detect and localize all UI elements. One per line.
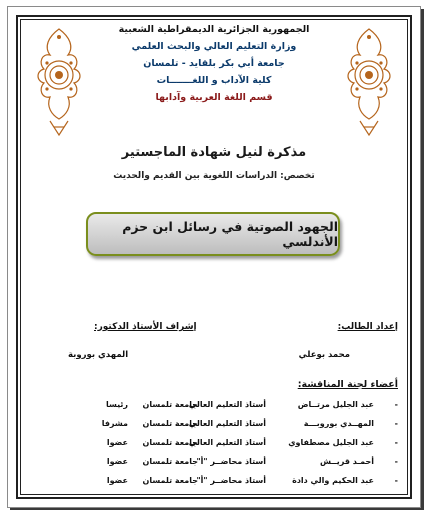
member-university: جامعة تلمسان	[142, 419, 198, 428]
memoir-title: مذكرة لنيل شهادة الماجستير	[121, 145, 307, 160]
member-university: جامعة تلمسان	[142, 457, 198, 466]
committee-row	[68, 454, 398, 473]
thesis-title-box	[86, 212, 340, 256]
list-dash: -	[394, 457, 398, 466]
list-dash: -	[394, 476, 398, 485]
member-rank: أستاذ التعليم العالي	[188, 419, 266, 428]
committee-row	[68, 416, 398, 435]
supervisor-name: المهدي بوروبة	[68, 350, 129, 360]
header-ministry: وزارة التعليم العالي والبحث العلمي	[131, 41, 297, 52]
member-name: أحمـد قريــش	[319, 457, 374, 466]
member-university: جامعة تلمسان	[142, 476, 198, 485]
supervisor-label: إشراف الأستاذ الدكتور:	[94, 322, 197, 332]
list-dash: -	[394, 400, 398, 409]
member-name: المهــدي بوروبـــة	[303, 419, 374, 428]
university-emblem-right-icon	[340, 23, 398, 141]
member-name: عبد الحكيم والي دادة	[292, 476, 374, 485]
member-rank: أستاذ التعليم العالي	[188, 438, 266, 447]
document-page	[7, 6, 421, 508]
header-republic: الجمهورية الجزائرية الديمقراطية الشعبية	[118, 24, 310, 35]
member-rank: أستاذ التعليم العالي	[188, 400, 266, 409]
list-dash: -	[394, 419, 398, 428]
student-label: إعداد الطالب:	[337, 322, 398, 332]
committee-row	[68, 435, 398, 454]
committee-list	[68, 397, 398, 492]
speciality-line: تخصص: الدراسات اللغوية بين القديم والحديث	[113, 171, 315, 181]
committee-heading: أعضاء لجنة المناقشة:	[297, 379, 398, 390]
member-name: عبد الجليل مرتــاض	[297, 400, 374, 409]
member-role: عضوا	[106, 438, 128, 447]
member-university: جامعة تلمسان	[142, 438, 198, 447]
member-university: جامعة تلمسان	[142, 400, 198, 409]
header-university: جامعة أبي بكر بلقايد - تلمسان	[143, 58, 285, 69]
institution-header	[80, 21, 348, 106]
student-name: محمد بوعلي	[298, 350, 350, 360]
thesis-title: الجهود الصوتية في رسائل ابن حزم الأندلسي	[122, 219, 338, 249]
member-rank: أستاذ محاضــر "أ"	[196, 476, 266, 485]
header-faculty: كلية الآداب و اللغـــــــات	[156, 75, 272, 86]
member-role: عضوا	[106, 476, 128, 485]
member-role: عضوا	[106, 457, 128, 466]
header-department: قسم اللغة العربية وآدابها	[155, 92, 273, 103]
member-rank: أستاذ محاضــر "أ"	[196, 457, 266, 466]
member-role: مشرفا	[101, 419, 128, 428]
list-dash: -	[394, 438, 398, 447]
committee-row	[68, 397, 398, 416]
member-name: عبد الجليل مصطفاوي	[288, 438, 374, 447]
committee-row	[68, 473, 398, 492]
member-role: رئيسا	[105, 400, 128, 409]
